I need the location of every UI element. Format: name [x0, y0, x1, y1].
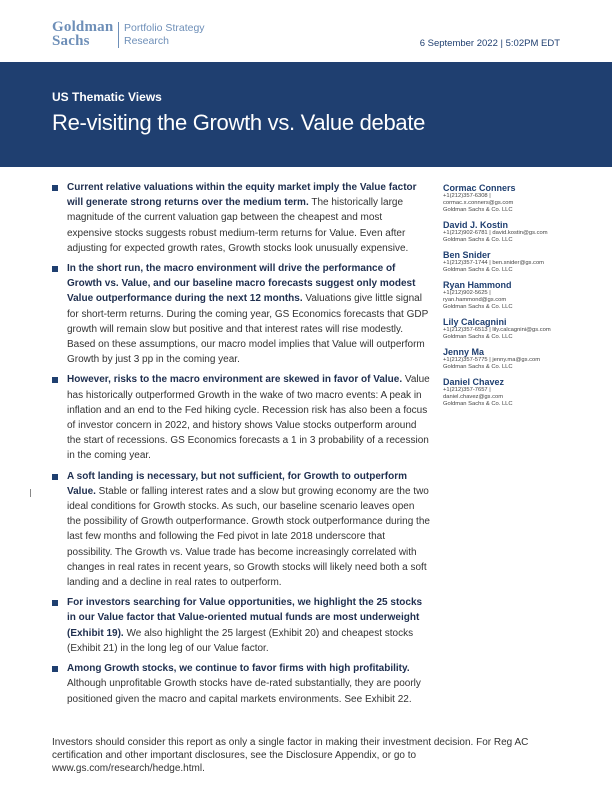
key-points-list — [52, 180, 430, 712]
author-block — [443, 280, 593, 311]
author-block — [443, 377, 593, 408]
author-block — [443, 250, 593, 274]
key-point — [52, 661, 430, 707]
author-phone: +1(212)357-7657 | — [443, 387, 491, 393]
key-point-body: We also highlight the 25 largest (Exhibit 20) and cheapest stocks (Exhibit 21) in the long leg of our Value factor. — [67, 627, 414, 654]
author-firm: Goldman Sachs & Co. LLC — [443, 237, 513, 243]
key-point-lead: A soft landing is necessary, but not sufficient, for Growth to outperform Value. — [67, 470, 408, 497]
logo-divider — [118, 22, 119, 48]
key-point-lead: Current relative valuations within the equity market imply the Value factor will generate strong returns over the medium term. — [67, 182, 417, 209]
margin-mark — [30, 489, 31, 497]
key-point — [52, 595, 430, 656]
key-point-lead: However, risks to the macro environment are skewed in favor of Value. — [67, 374, 403, 386]
author-sidebar — [443, 183, 593, 414]
author-phone: +1(212)902-5625 | — [443, 290, 491, 296]
key-point — [52, 372, 430, 463]
author-block — [443, 317, 593, 341]
author-email[interactable]: daniel.chavez@gs.com — [443, 394, 504, 400]
author-name: David J. Kostin — [443, 220, 509, 230]
logo-line-2: Sachs — [52, 33, 90, 49]
bullet-square-icon — [52, 474, 58, 480]
author-name: Daniel Chavez — [443, 377, 505, 387]
author-name: Lily Calcagnini — [443, 317, 507, 327]
author-firm: Goldman Sachs & Co. LLC — [443, 207, 513, 213]
author-block — [443, 220, 593, 244]
bullet-square-icon — [52, 600, 58, 606]
key-point — [52, 180, 430, 256]
key-point-body: Valuations give little signal for short-term returns. During the coming year, GS Economics forecasts that GDP growth will remain slow but positive and that interest rates will rise modestly. Based on these assumptions, our macro model implies that Value will outperform Growth by just 3 pp in the coming year. — [67, 293, 429, 366]
disclosure-footer: Investors should consider this report as only a single factor in making their investment decision. For Reg AC certification and other important disclosures, see the Disclosure Appendix, or go to www.gs.com/research/hedge.html. — [52, 737, 529, 774]
page-header — [0, 0, 612, 62]
bullet-square-icon — [52, 266, 58, 272]
unit-line-1: Portfolio Strategy — [124, 22, 205, 34]
author-email[interactable]: ryan.hammond@gs.com — [443, 297, 507, 303]
author-name: Ben Snider — [443, 250, 491, 260]
report-title: Re-visiting the Growth vs. Value debate — [52, 110, 426, 135]
author-firm: Goldman Sachs & Co. LLC — [443, 304, 513, 310]
goldman-sachs-logo — [52, 20, 113, 48]
author-name: Jenny Ma — [443, 347, 485, 357]
key-point-lead: Among Growth stocks, we continue to favor firms with high profitability. — [67, 663, 410, 675]
bullet-square-icon — [52, 666, 58, 672]
author-block — [443, 347, 593, 371]
publish-date: 6 September 2022 | 5:02PM EDT — [419, 38, 560, 49]
key-point — [52, 261, 430, 367]
key-point-lead: In the short run, the macro environment will drive the performance of Growth vs. Value, and our baseline macro forecasts suggest only modest Value outperformance during the next 12 months. — [67, 263, 416, 305]
author-email[interactable]: cormac.x.conners@gs.com — [443, 200, 514, 206]
series-name: US Thematic Views — [52, 90, 162, 104]
author-phone-email[interactable]: +1(212)357-5775 | jenny.ma@gs.com — [443, 357, 541, 363]
author-firm: Goldman Sachs & Co. LLC — [443, 401, 513, 407]
key-point-body: Stable or falling interest rates and a slow but growing economy are the two ideal conditions for Growth stocks. As such, our baseline scenario leaves open the possibility of Growth outperformance. Growth stock outperformance during the last few months and following the Fed pivot in late 2018 underscore that possibility. The Growth vs. Value trade has become increasingly correlated with changes in real rates in recent years, so Growth stocks will likely need both a soft landing and a decline in real rates to outperform. — [67, 485, 430, 589]
bullet-square-icon — [52, 377, 58, 383]
research-unit — [124, 22, 205, 47]
author-phone: +1(212)357-6308 | — [443, 193, 491, 199]
key-point-body: Value has historically outperformed Growth in the wake of two macro events: A peak in inflation and an end to the Fed hiking cycle. Recession risk has also been a focus of investor concern in 2022, and history shows Value stocks outperform around the start of recessions. GS Economics forecasts a 1 in 3 probability of a recession in the coming year. — [67, 374, 430, 462]
author-firm: Goldman Sachs & Co. LLC — [443, 334, 513, 340]
key-point — [52, 469, 430, 591]
unit-line-2: Research — [124, 34, 169, 47]
author-phone-email[interactable]: +1(212)357-1744 | ben.snider@gs.com — [443, 260, 545, 266]
bullet-square-icon — [52, 185, 58, 191]
author-name: Ryan Hammond — [443, 280, 512, 290]
title-banner — [0, 62, 612, 167]
author-phone-email[interactable]: +1(212)357-6513 | lily.calcagnini@gs.com — [443, 327, 551, 333]
author-firm: Goldman Sachs & Co. LLC — [443, 364, 513, 370]
author-name: Cormac Conners — [443, 183, 516, 193]
key-point-body: The historically large magnitude of the current valuation gap between the cheapest and most expensive stocks suggests robust medium-term returns for Value. Even after adjusting for expected growth rates, Growth stocks look unusually expensive. — [67, 197, 409, 254]
key-point-lead: For investors searching for Value opportunities, we highlight the 25 stocks in our Value factor that Value-oriented mutual funds are most underweight (Exhibit 19). — [67, 597, 423, 639]
author-phone-email[interactable]: +1(212)902-6781 | david.kostin@gs.com — [443, 230, 548, 236]
author-firm: Goldman Sachs & Co. LLC — [443, 267, 513, 273]
author-block — [443, 183, 593, 214]
logo-line-1: Goldman — [52, 19, 114, 35]
key-point-body: Although unprofitable Growth stocks have de-rated substantially, they are poorly positioned given the macro and capital markets environments. See Exhibit 22. — [67, 678, 421, 705]
